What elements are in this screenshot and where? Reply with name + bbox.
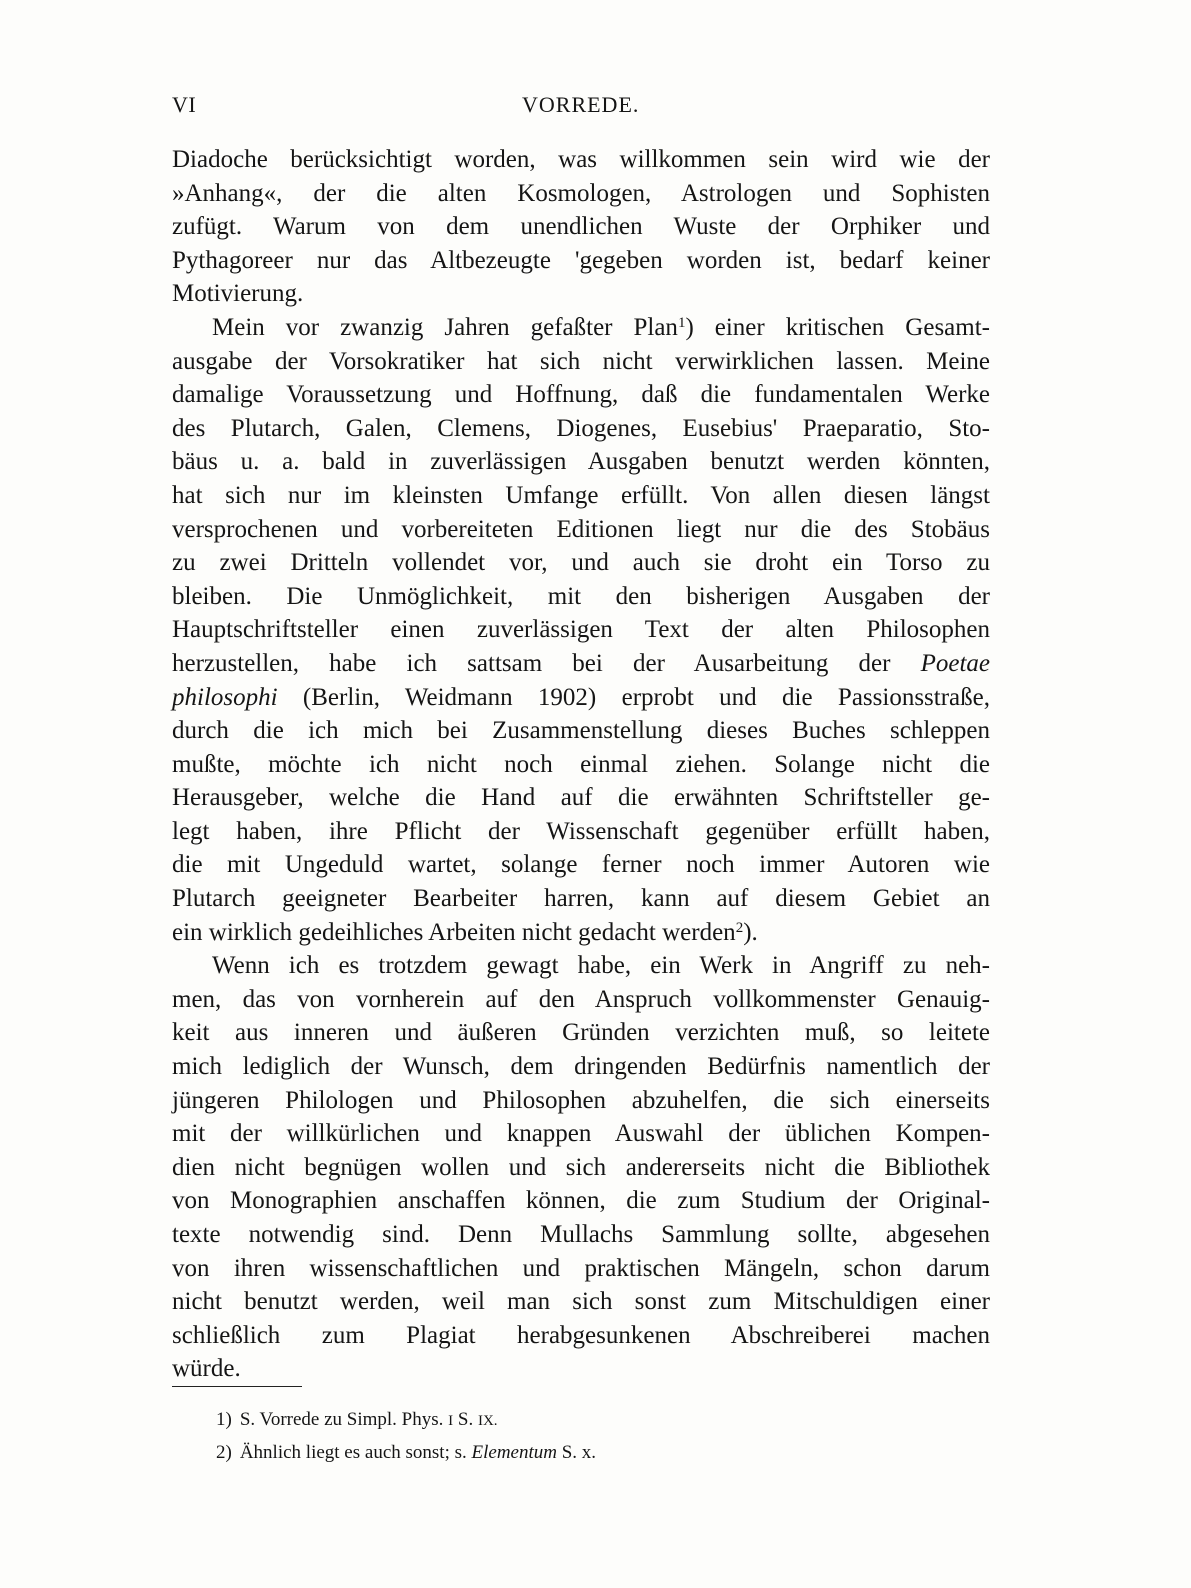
footnote-text: Ähnlich liegt es auch sonst; s. (239, 1442, 472, 1463)
text-line: zu zwei Dritteln vollendet vor, und auch sie droht ein Torso zu (172, 549, 990, 577)
text-line: würde. (172, 1355, 241, 1383)
text-line: damalige Voraussetzung und Hoffnung, daß die fundamentalen Werke (172, 381, 990, 409)
text-run: ). (743, 918, 758, 946)
text-line: texte notwendig sind. Denn Mullachs Sammlung sollte, abgesehen (172, 1221, 990, 1248)
text-line: jüngeren Philologen und Philosophen abzuhelfen, die sich einerseits (172, 1086, 990, 1114)
footnote-text: S. (453, 1409, 478, 1430)
text-line: hat sich nur im kleinsten Umfange erfüllt. Von allen diesen längst (172, 481, 990, 509)
text-line (172, 681, 990, 715)
footnote-text: S. x. (556, 1442, 597, 1463)
italic-title: Poetae (920, 649, 990, 677)
text-line (172, 916, 990, 950)
page-number: VI (172, 92, 197, 117)
text-line: des Plutarch, Galen, Clemens, Diogenes, Eusebius' Praeparatio, Sto- (172, 414, 990, 442)
paragraph (172, 143, 990, 311)
footnote-separator (172, 1386, 302, 1387)
running-head (172, 92, 990, 122)
text-line: Pythagoreer nur das Altbezeugte 'gegeben worden ist, bedarf keiner (172, 246, 990, 274)
text-line: versprochenen und vorbereiteten Editionen liegt nur die des Stobäus (172, 515, 990, 543)
paragraph (172, 311, 990, 949)
footnotes (216, 1404, 916, 1468)
text-line: Hauptschriftsteller einen zuverlässigen Text der alten Philosophen (172, 616, 990, 644)
chapter-title: VORREDE. (522, 92, 640, 117)
footnote-2 (216, 1437, 916, 1468)
text-line: von ihren wissenschaftlichen und praktischen Mängeln, schon darum (172, 1254, 990, 1282)
footnote-text: S. Vorrede zu Simpl. Phys. (239, 1409, 449, 1430)
text-line: die mit Ungeduld wartet, solange ferner noch immer Autoren wie (172, 851, 990, 879)
text-line: zufügt. Warum von dem unendlichen Wuste der Orphiker und (172, 213, 990, 241)
text-line: bäus u. a. bald in zuverlässigen Ausgaben benutzt werden könnten, (172, 448, 990, 476)
italic-title: Elementum (471, 1442, 557, 1463)
text-run: herzustellen, habe ich sattsam bei der Ausarbeitung der (172, 649, 921, 677)
text-line: Plutarch geeigneter Bearbeiter harren, kann auf diesem Gebiet an (172, 885, 990, 913)
italic-title: philosophi (172, 683, 278, 711)
text-line: men, das von vornherein auf den Anspruch vollkommenster Genauig- (172, 985, 990, 1013)
footnote-text: I (448, 1413, 454, 1429)
text-line: schließlich zum Plagiat herabgesunkenen Abschreiberei machen (172, 1321, 990, 1349)
text-run: Mein vor zwanzig Jahren gefaßter Plan (212, 313, 678, 341)
text-line: dien nicht begnügen wollen und sich andererseits nicht die Bibliothek (172, 1153, 990, 1181)
text-line (172, 311, 990, 345)
text-line: durch die ich mich bei Zusammenstellung dieses Buches schleppen (172, 717, 990, 745)
text-line (172, 647, 990, 681)
text-run: (Berlin, Weidmann 1902) erprobt und die Passionsstraße, (277, 683, 990, 711)
footnote-ref-2: 2 (735, 919, 744, 936)
text-line: bleiben. Die Unmöglichkeit, mit den bisherigen Ausgaben der (172, 582, 990, 610)
text-line: mußte, möchte ich nicht noch einmal ziehen. Solange nicht die (172, 750, 990, 778)
text-line: keit aus inneren und äußeren Gründen verzichten muß, so leitete (172, 1019, 990, 1047)
footnote-text: IX. (477, 1413, 498, 1429)
text-line: mit der willkürlichen und knappen Auswahl der üblichen Kompen- (172, 1120, 990, 1148)
text-line: Diadoche berücksichtigt worden, was willkommen sein wird wie der (172, 146, 990, 173)
text-line: legt haben, ihre Pflicht der Wissenschaft gegenüber erfüllt haben, (172, 817, 990, 845)
text-line: mich lediglich der Wunsch, dem dringenden Bedürfnis namentlich der (172, 1053, 990, 1081)
body-text (172, 143, 990, 1386)
text-line: nicht benutzt werden, weil man sich sonst zum Mitschuldigen einer (172, 1288, 990, 1316)
text-run: ein wirklich gedeihliches Arbeiten nicht gedacht werden (172, 918, 736, 946)
text-line: Herausgeber, welche die Hand auf die erwähnten Schriftsteller ge- (172, 784, 990, 812)
text-line: Wenn ich es trotzdem gewagt habe, ein Werk in Angriff zu neh- (212, 952, 990, 980)
text-line: »Anhang«, der die alten Kosmologen, Astrologen und Sophisten (172, 179, 990, 207)
paragraph (172, 949, 990, 1386)
footnote-number: 2) (216, 1442, 232, 1463)
text-line: Motivierung. (172, 280, 304, 308)
text-run: ) einer kritischen Gesamt- (685, 313, 990, 341)
footnote-1 (216, 1404, 916, 1437)
footnote-number: 1) (216, 1409, 232, 1430)
text-line: ausgabe der Vorsokratiker hat sich nicht verwirklichen lassen. Meine (172, 347, 990, 375)
text-line: von Monographien anschaffen können, die zum Studium der Original- (172, 1187, 990, 1215)
footnote-ref-1: 1 (677, 314, 686, 331)
